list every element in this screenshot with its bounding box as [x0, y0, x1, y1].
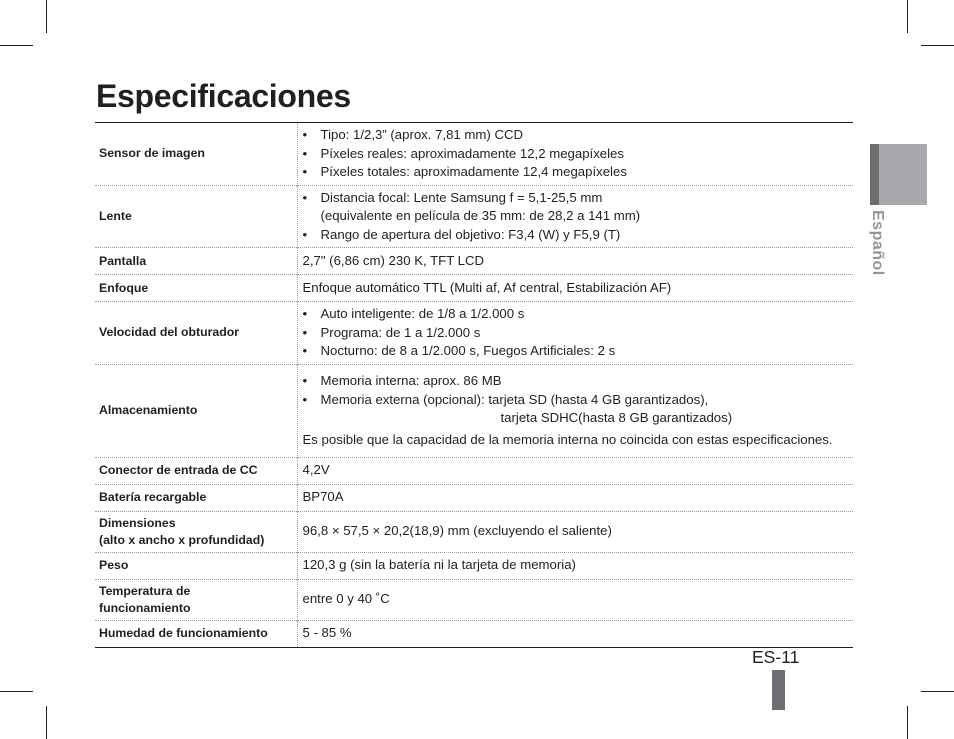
- table-row: [95, 620, 853, 647]
- spec-value: 5 - 85 %: [297, 620, 853, 647]
- page-title: Especificaciones: [96, 78, 351, 114]
- spec-value: 2,7" (6,86 cm) 230 K, TFT LCD: [297, 248, 853, 275]
- list-item: [303, 189, 854, 226]
- bullet-list: [303, 372, 854, 428]
- table-row: [95, 511, 853, 552]
- spec-label: Conector de entrada de CC: [95, 457, 297, 484]
- bullet-list: [303, 126, 854, 182]
- storage-note: Es posible que la capacidad de la memoria interna no coincida con estas especificaciones.: [302, 431, 833, 447]
- table-row: [95, 364, 853, 457]
- list-item: • Memoria interna: aprox. 86 MB: [303, 372, 854, 391]
- list-item: • Tipo: 1/2,3” (aprox. 7,81 mm) CCD: [303, 126, 854, 145]
- crop-mark: [0, 691, 33, 692]
- list-item: [303, 391, 854, 428]
- table-row: [95, 484, 853, 511]
- list-item-continuation: (equivalente en película de 35 mm: de 28,2 a 141 mm): [320, 208, 641, 223]
- crop-mark: [46, 706, 47, 739]
- list-item: • Nocturno: de 8 a 1/2.000 s, Fuegos Artificiales: 2 s: [303, 342, 854, 361]
- table-row: [95, 275, 853, 302]
- spec-label: Pantalla: [95, 248, 297, 275]
- page-marker: [772, 670, 785, 710]
- table-row: [95, 457, 853, 484]
- list-item: • Programa: de 1 a 1/2.000 s: [303, 324, 854, 343]
- spec-label-line: Temperatura de: [99, 583, 191, 598]
- crop-mark: [46, 0, 47, 33]
- spec-label: [95, 579, 297, 620]
- crop-mark: [921, 691, 954, 692]
- list-item-continuation: tarjeta SDHC(hasta 8 GB garantizados): [500, 410, 733, 425]
- spec-label: Almacenamiento: [95, 364, 297, 457]
- spec-label: Batería recargable: [95, 484, 297, 511]
- table-row: [95, 185, 853, 248]
- spec-value: 96,8 × 57,5 × 20,2(18,9) mm (excluyendo el saliente): [297, 511, 853, 552]
- crop-mark: [907, 0, 908, 33]
- bullet-list: [303, 189, 854, 245]
- spec-label: Velocidad del obturador: [95, 302, 297, 365]
- table-row: [95, 552, 853, 579]
- list-item: • Rango de apertura del objetivo: F3,4 (W) y F5,9 (T): [303, 226, 854, 245]
- spec-value: [297, 123, 853, 186]
- list-item: • Auto inteligente: de 1/8 a 1/2.000 s: [303, 305, 854, 324]
- table-row: [95, 579, 853, 620]
- language-tab-strip: [870, 144, 879, 205]
- crop-mark: [907, 706, 908, 739]
- spec-label: [95, 511, 297, 552]
- spec-value: Enfoque automático TTL (Multi af, Af central, Estabilización AF): [297, 275, 853, 302]
- spec-label-line: (alto x ancho x profundidad): [99, 532, 265, 547]
- list-item-text: Memoria externa (opcional): tarjeta SD (hasta 4 GB garantizados),: [320, 391, 709, 407]
- spec-table: [95, 122, 853, 648]
- spec-label: Enfoque: [95, 275, 297, 302]
- list-item: • Píxeles reales: aproximadamente 12,2 megapíxeles: [303, 145, 854, 164]
- spec-label: Sensor de imagen: [95, 123, 297, 186]
- crop-mark: [0, 45, 33, 46]
- list-item-text: Distancia focal: Lente Samsung f = 5,1-25,5 mm: [320, 189, 603, 205]
- table-row: [95, 123, 853, 186]
- bullet-list: [303, 305, 854, 361]
- spec-value: 120,3 g (sin la batería ni la tarjeta de memoria): [297, 552, 853, 579]
- spec-label-line: Dimensiones: [99, 515, 176, 530]
- page-number: ES-11: [752, 647, 800, 667]
- list-item: • Píxeles totales: aproximadamente 12,4 megapíxeles: [303, 163, 854, 182]
- spec-value: [297, 364, 853, 457]
- spec-label: Humedad de funcionamiento: [95, 620, 297, 647]
- spec-value: BP70A: [297, 484, 853, 511]
- crop-mark: [921, 45, 954, 46]
- spec-value: [297, 302, 853, 365]
- spec-label: Lente: [95, 185, 297, 248]
- spec-label-line: funcionamiento: [99, 600, 191, 615]
- spec-value: [297, 185, 853, 248]
- table-row: [95, 302, 853, 365]
- language-label: Español: [869, 210, 886, 276]
- spec-value: 4,2V: [297, 457, 853, 484]
- spec-label: Peso: [95, 552, 297, 579]
- table-row: [95, 248, 853, 275]
- spec-value: entre 0 y 40 ˚C: [297, 579, 853, 620]
